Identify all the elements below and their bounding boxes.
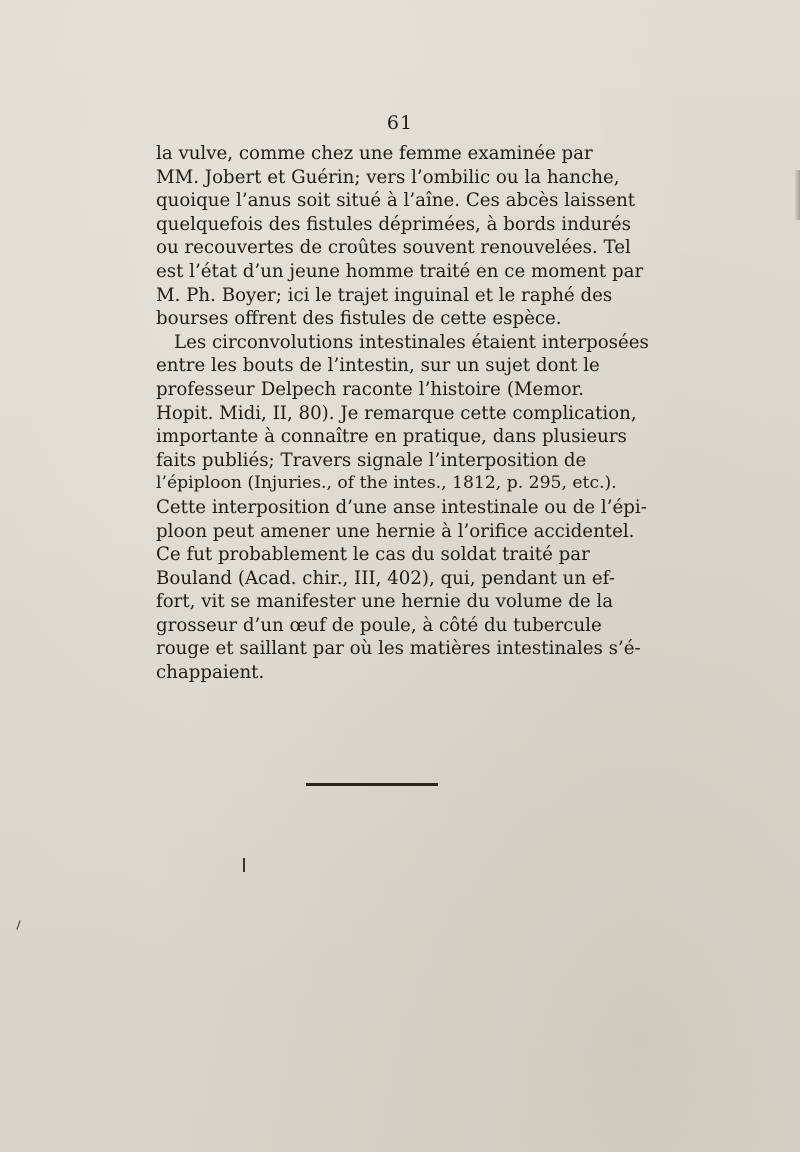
page-edge-shadow (794, 170, 800, 220)
text-line: la vulve, comme chez une femme examinée par (156, 143, 593, 164)
text-line: grosseur d’un œuf de poule, à côté du tubercule (156, 614, 602, 636)
text-line: ploon peut amener une hernie à l’orifice accidentel. (156, 520, 635, 542)
text-line: M. Ph. Boyer; ici le trajet inguinal et le raphé des (156, 284, 613, 306)
text-line: l’épiploon (Injuries., of the intes., 1812, p. 295, etc.). (156, 473, 617, 494)
text-line: MM. Jobert et Guérin; vers l’ombilic ou la hanche, (156, 166, 620, 188)
text-line: Les circonvolutions intestinales étaient interposées (174, 331, 649, 353)
text-line: importante à connaître en pratique, dans plusieurs (156, 426, 627, 448)
text-line: Cette interposition d’une anse intestinale ou de l’épi- (156, 496, 647, 518)
text-line: chappaient. (156, 662, 265, 684)
ink-speck (243, 858, 245, 872)
text-line: entre les bouts de l’intestin, sur un sujet dont le (156, 355, 600, 377)
text-line: rouge et saillant par où les matières intestinales s’é- (156, 638, 641, 660)
text-line: Hopit. Midi, II, 80). Je remarque cette complication, (156, 402, 637, 424)
text-line: ou recouvertes de croûtes souvent renouvelées. Tel (156, 237, 631, 259)
ink-speck (16, 920, 20, 930)
text-line: fort, vit se manifester une hernie du volume de la (156, 591, 614, 613)
text-line: Ce fut probablement le cas du soldat traité par (156, 544, 590, 566)
text-line: professeur Delpech raconte l’histoire (Memor. (156, 378, 584, 400)
text-line: faits publiés; Travers signale l’interposition de (156, 449, 587, 471)
text-line: est l’état d’un jeune homme traité en ce moment par (156, 260, 644, 282)
page-number: 61 (386, 112, 414, 134)
body-text (156, 142, 649, 685)
section-rule (306, 783, 438, 786)
text-line: quelquefois des fistules déprimées, à bords indurés (156, 213, 631, 235)
text-line: Bouland (Acad. chir., III, 402), qui, pendant un ef- (156, 567, 615, 589)
text-line: quoique l’anus soit situé à l’aîne. Ces abcès laissent (156, 190, 636, 212)
text-line: bourses offrent des fistules de cette espèce. (156, 308, 562, 330)
